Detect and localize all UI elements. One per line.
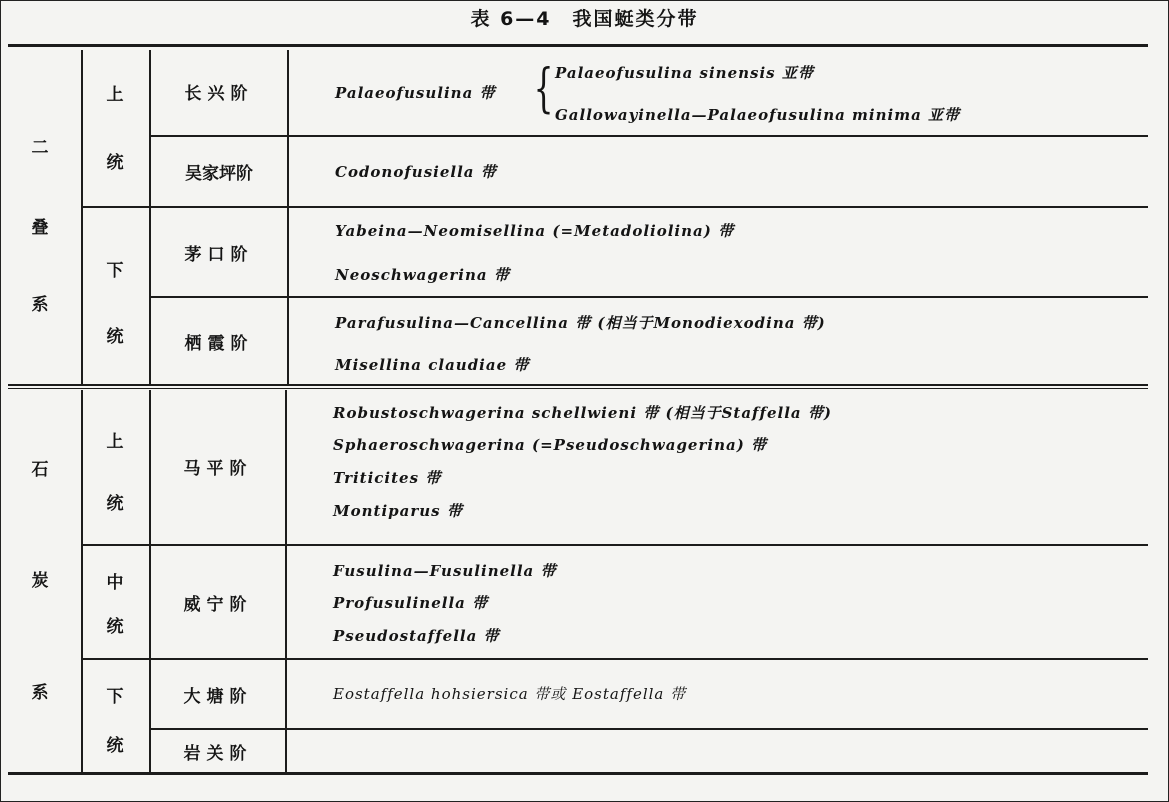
series-carb-upper-char: 统 [106,494,124,514]
zone-misellina: Misellina claudiae 带 [335,356,530,374]
stage-datang: 大塘阶 [183,686,253,707]
zone-pseudostaffella: Pseudostaffella 带 [333,627,500,645]
system-permian-char: 系 [31,295,49,315]
zone-yabeina: Yabeina—Neomisellina (=Metadoliolina) 带 [335,222,735,240]
stage-yanguan: 岩关阶 [183,743,253,764]
zone-codonofusiella: Codonofusiella 带 [335,163,497,181]
series-carb-lower-char: 统 [106,736,124,756]
zone-eostaffella: Eostaffella hohsiersica 带或 Eostaffella 带 [333,685,687,703]
system-carboniferous-char: 石 [31,460,49,480]
col-rule [81,390,83,772]
series-permian-lower-char: 下 [106,261,124,281]
stage-wujiaping: 吴家坪阶 [185,164,253,184]
series-carb-lower-char: 下 [106,687,124,707]
col-rule [285,390,287,772]
stage-maokou: 茅口阶 [184,244,254,265]
stage-changxing: 长兴阶 [184,83,254,104]
subzone-sinensis: Palaeofusulina sinensis 亚带 [555,64,814,82]
stage-weining: 威宁阶 [183,594,253,615]
table-title: 表 6—4 我国蜓类分带 [470,8,699,30]
brace: { [533,59,554,119]
zone-montiparus: Montiparus 带 [333,502,463,520]
series-permian-lower-char: 统 [106,327,124,347]
zone-robustoschwagerina: Robustoschwagerina schellwieni 带 (相当于Staffella 带) [333,404,832,422]
zone-parafusulina: Parafusulina—Cancellina 带 (相当于Monodiexodina 带) [335,314,826,332]
bottom-rule [8,772,1148,775]
row-rule [150,135,1148,137]
system-rule [8,384,1148,386]
series-permian-upper-char: 上 [106,85,124,105]
zone-fusulina: Fusulina—Fusulinella 带 [333,562,557,580]
series-carb-upper-char: 上 [106,432,124,452]
zone-sphaeroschwagerina: Sphaeroschwagerina (=Pseudoschwagerina) 带 [333,436,768,454]
zone-neoschwagerina: Neoschwagerina 带 [335,266,510,284]
col-rule [81,50,83,384]
col-rule [287,50,289,384]
subzone-minima: Gallowayinella—Palaeofusulina minima 亚带 [555,106,961,124]
series-permian-upper-char: 统 [106,153,124,173]
zone-palaeofusulina: Palaeofusulina 带 [335,84,496,102]
system-carboniferous-char: 炭 [31,571,49,591]
system-permian-char: 叠 [31,218,49,238]
zone-profusulinella: Profusulinella 带 [333,594,489,612]
series-carb-middle-char: 中 [106,573,124,593]
series-carb-middle-char: 统 [106,617,124,637]
row-rule [150,296,1148,298]
system-permian-char: 二 [31,138,49,158]
zone-triticites: Triticites 带 [333,469,442,487]
stage-qixia: 栖霞阶 [184,333,254,354]
stage-maping: 马平阶 [183,459,253,479]
system-carboniferous-char: 系 [31,683,49,703]
row-rule [150,728,1148,730]
